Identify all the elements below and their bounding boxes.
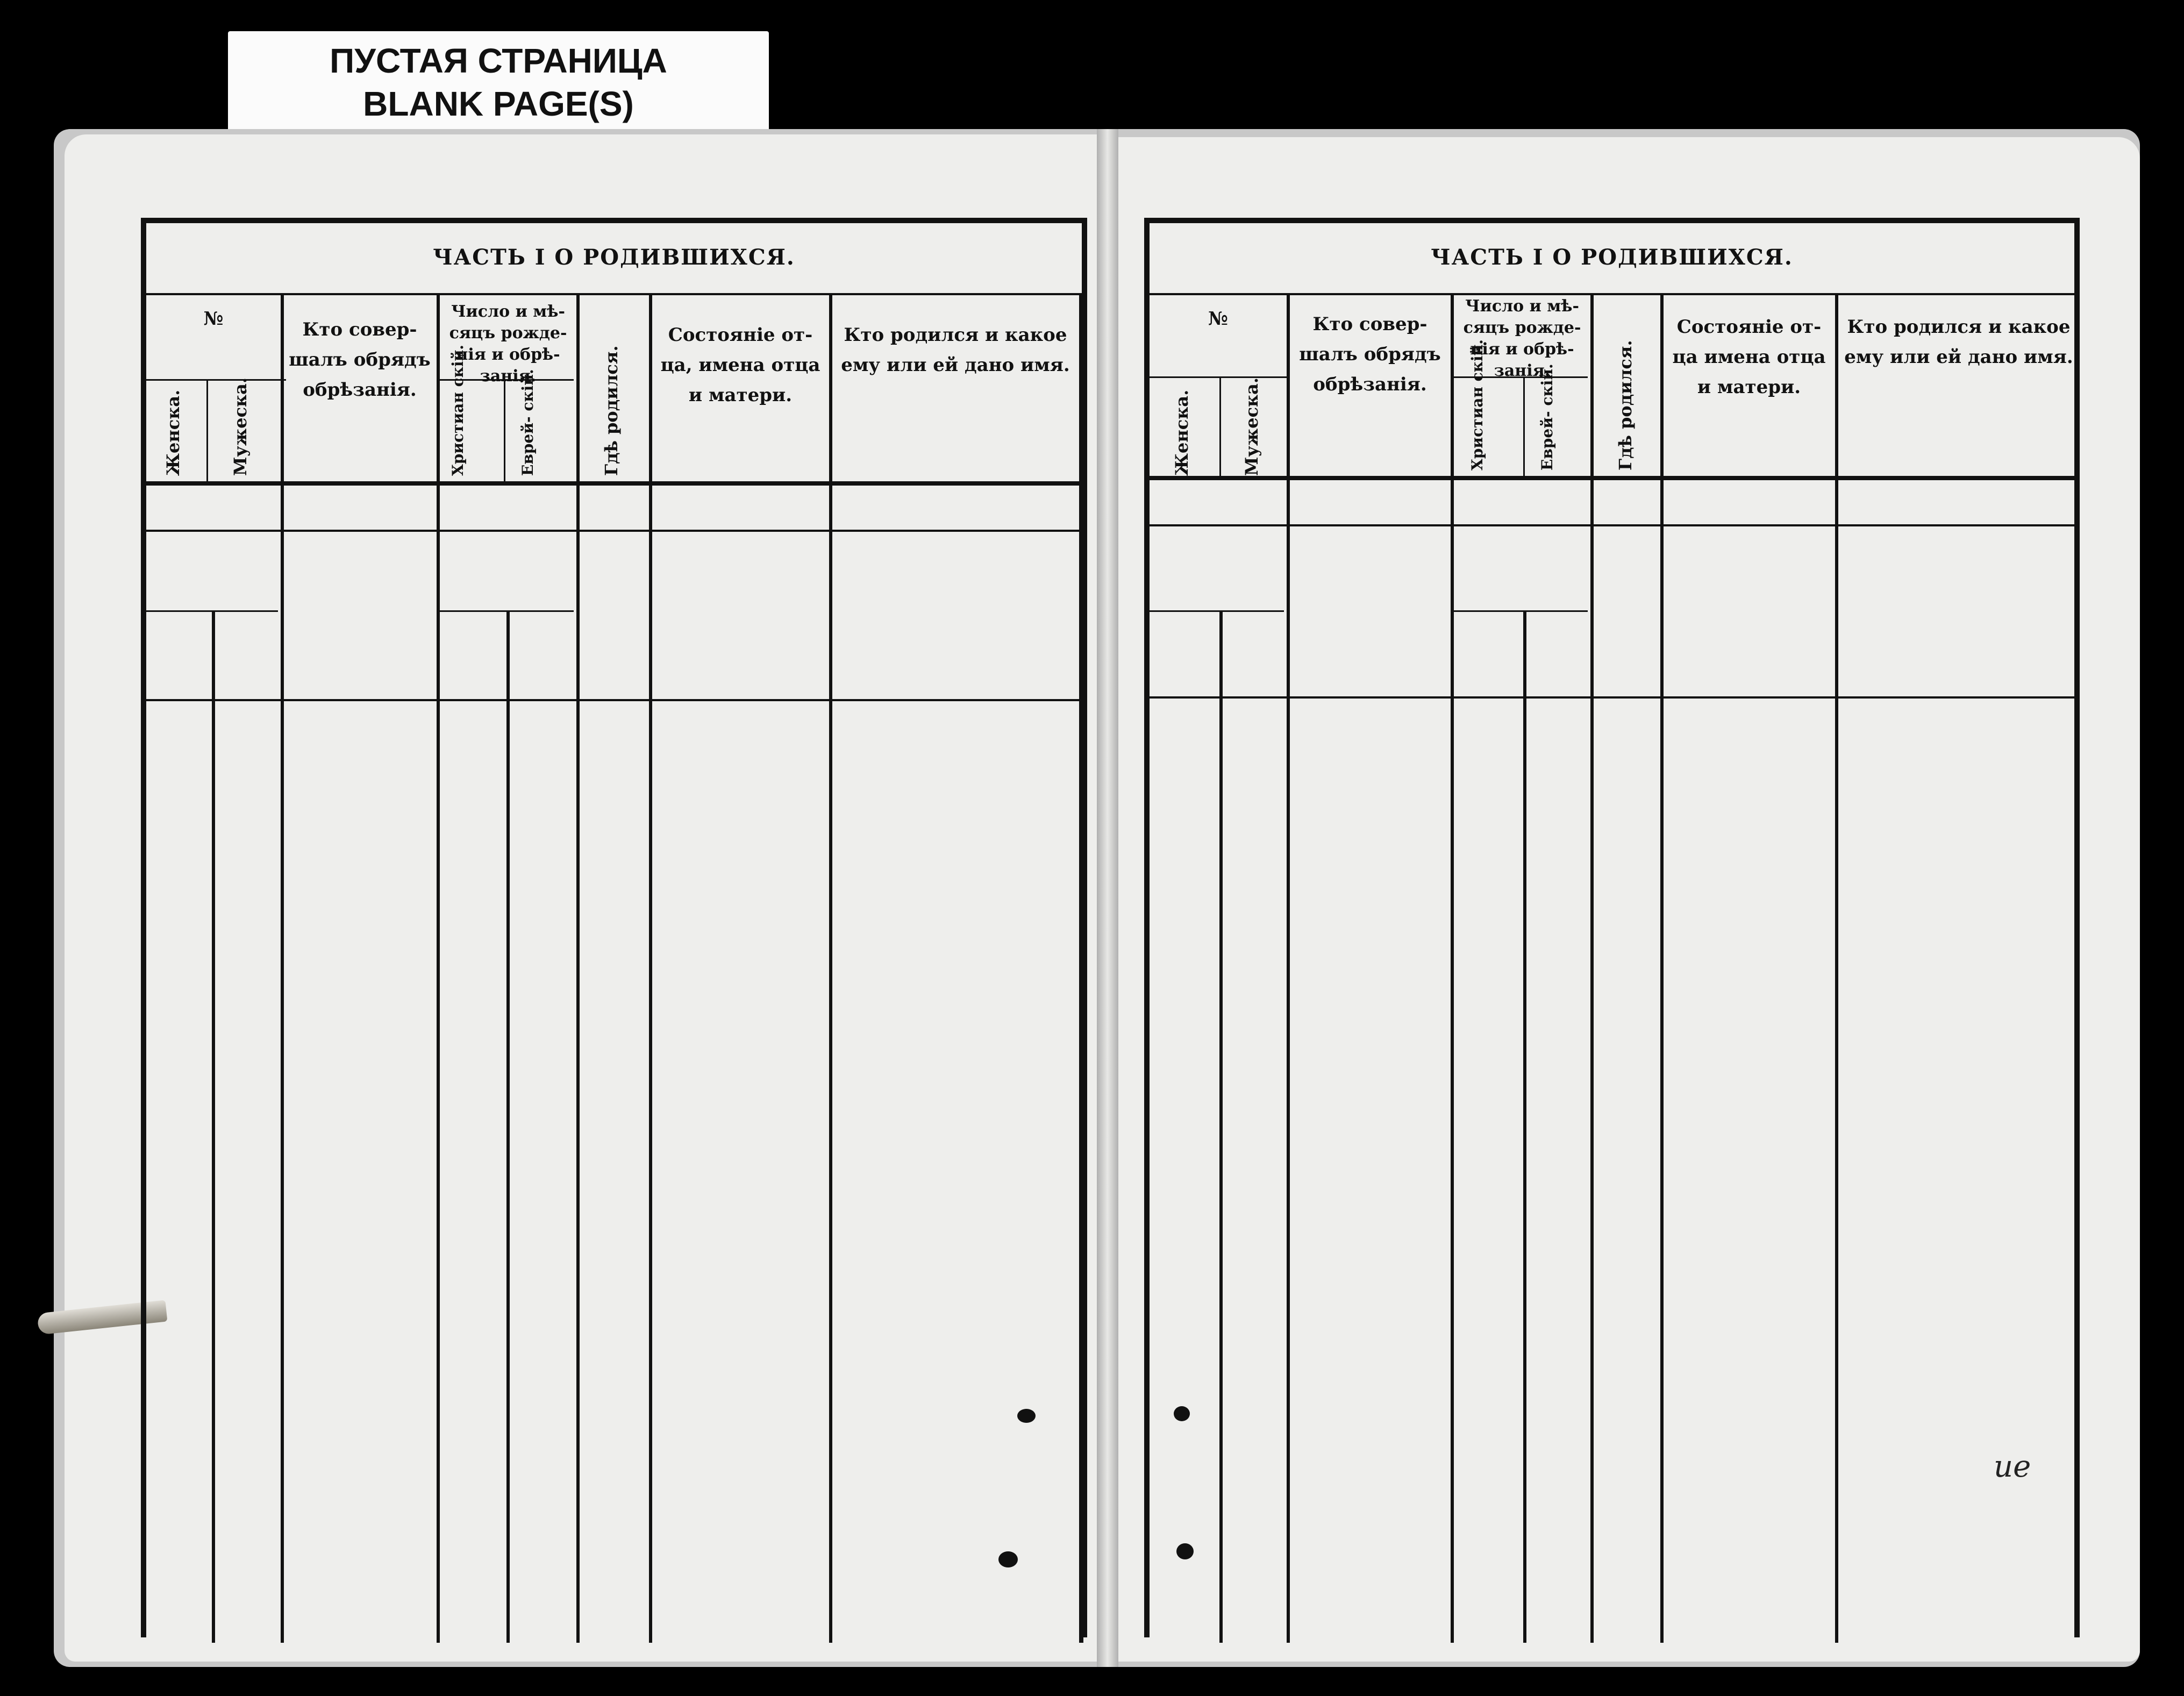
rule <box>506 610 510 1643</box>
header-jewish: Еврей- скій. <box>1538 364 1556 471</box>
label-line-english: BLANK PAGE(S) <box>363 84 634 123</box>
rule <box>649 293 652 1643</box>
header-date: Число и мѣ- сяцъ рожде- нія и обрѣ- занія. <box>449 302 567 386</box>
rule <box>1219 610 1223 1643</box>
label-line-russian: ПУСТАЯ СТРАНИЦА <box>330 41 667 80</box>
header-who-performed: Кто совер- шалъ обрядъ обрѣзанія. <box>289 319 431 401</box>
rule <box>1835 293 1838 1643</box>
rule <box>1523 610 1526 1643</box>
header-male: Мужеска. <box>1241 377 1262 476</box>
ink-spot <box>1176 1543 1194 1559</box>
header-date: Число и мѣ- сяцъ рожде- нія и обрѣ- занія. <box>1463 297 1581 380</box>
book-gutter <box>1097 129 1118 1667</box>
rule <box>146 481 1082 486</box>
header-father-status: Состояніе от- ца, имена отца и матери. <box>660 324 820 406</box>
header-father-status: Состояніе от- ца имена отца и матери. <box>1672 316 1826 398</box>
header-christian: Христиан скій. <box>1468 339 1486 471</box>
header-who-performed: Кто совер- шалъ обрядъ обрѣзанія. <box>1299 313 1441 395</box>
rule <box>212 610 215 1643</box>
rule <box>146 699 1082 701</box>
header-female: Женска. <box>1172 389 1192 476</box>
rule <box>437 293 440 1643</box>
rule <box>206 379 208 481</box>
rule <box>1590 293 1594 1643</box>
ink-spot <box>1174 1406 1190 1421</box>
rule <box>1523 376 1525 476</box>
header-male: Мужеска. <box>230 377 251 476</box>
header-female: Женска. <box>163 389 183 476</box>
header-number: № <box>1208 308 1228 330</box>
rule <box>1079 293 1083 1643</box>
rule <box>1451 293 1454 1643</box>
ink-spot <box>998 1551 1018 1567</box>
header-where-born: Гдѣ родился. <box>601 345 622 476</box>
rule <box>1219 376 1221 476</box>
ink-spot <box>1017 1409 1036 1423</box>
rule <box>1660 293 1664 1643</box>
rule <box>146 293 1082 295</box>
rule <box>1150 610 1284 612</box>
blank-page-label <box>228 31 769 133</box>
rule <box>1287 293 1290 1643</box>
header-who-born: Кто родился и какое ему или ей дано имя. <box>1844 316 2073 368</box>
rule <box>829 293 832 1643</box>
rule <box>504 379 505 481</box>
header-jewish: Еврей- скій. <box>519 369 537 476</box>
rule <box>576 293 580 1643</box>
rule <box>1453 610 1588 612</box>
pencil-mark: ие <box>1994 1449 2031 1484</box>
header-who-born: Кто родился и какое ему или ей дано имя. <box>841 324 1070 376</box>
header-christian: Христиан скій. <box>449 344 467 476</box>
right-register-table <box>1144 218 2080 1637</box>
rule <box>146 530 1082 532</box>
header-where-born: Гдѣ родился. <box>1615 340 1636 471</box>
left-page-title: ЧАСТЬ I О РОДИВШИХСЯ. <box>433 245 795 270</box>
header-number: № <box>203 308 224 330</box>
right-page-title: ЧАСТЬ I О РОДИВШИХСЯ. <box>1431 245 1793 270</box>
rule <box>281 293 284 1643</box>
left-register-table <box>141 218 1087 1637</box>
rule <box>146 379 286 381</box>
